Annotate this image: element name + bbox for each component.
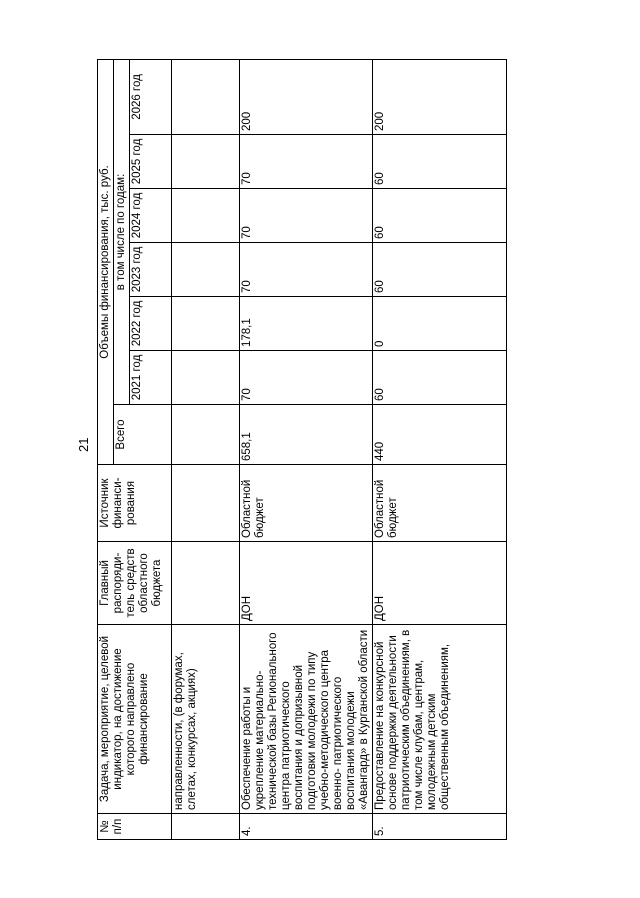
cell-year: 70 bbox=[240, 351, 373, 405]
header-manager: Главный распоряди-тель средств областного бюджета bbox=[98, 542, 172, 625]
cell-num: 5. bbox=[373, 814, 507, 840]
cell-year bbox=[172, 351, 240, 405]
cell-year: 70 bbox=[240, 243, 373, 297]
cell-source bbox=[172, 465, 240, 542]
cell-year: 60 bbox=[373, 243, 507, 297]
cell-task: направленности, (в форумах, слетах, конкурсах, акциях) bbox=[172, 625, 240, 814]
cell-year: 200 bbox=[240, 59, 373, 134]
cell-year bbox=[172, 189, 240, 243]
header-num: № п/п bbox=[98, 814, 172, 840]
cell-source: Областной бюджет bbox=[240, 465, 373, 542]
cell-year bbox=[172, 297, 240, 351]
cell-task: Предоставление на конкурсной основе поддержки деятельности патриотическим объединениям, в том числе клубам, центрам, молодежным детским общественным объединениям, bbox=[373, 625, 507, 814]
cell-year: 70 bbox=[240, 189, 373, 243]
cell-year bbox=[172, 59, 240, 134]
cell-year: 60 bbox=[373, 189, 507, 243]
header-source: Источник финанси-рования bbox=[98, 465, 172, 542]
header-year: 2024 год bbox=[130, 189, 172, 243]
cell-num bbox=[172, 814, 240, 840]
cell-manager bbox=[172, 542, 240, 625]
cell-total bbox=[172, 405, 240, 465]
header-volumes: Объемы финансирования, тыс. руб. bbox=[98, 59, 114, 464]
cell-year: 200 bbox=[373, 59, 507, 134]
table-row bbox=[240, 59, 373, 839]
header-year: 2025 год bbox=[130, 135, 172, 189]
page-number: 21 bbox=[76, 437, 91, 452]
header-year: 2022 год bbox=[130, 297, 172, 351]
header-year: 2026 год bbox=[130, 59, 172, 134]
cell-year: 178,1 bbox=[240, 297, 373, 351]
table-row bbox=[373, 59, 507, 839]
cell-year bbox=[172, 243, 240, 297]
cell-manager: ДОН bbox=[240, 542, 373, 625]
cell-year: 0 bbox=[373, 297, 507, 351]
header-by-years: в том числе по годам: bbox=[114, 59, 130, 404]
header-year: 2023 год bbox=[130, 243, 172, 297]
financing-table-sheet bbox=[97, 60, 597, 840]
header-total: Всего bbox=[114, 405, 172, 465]
header-task: Задача, мероприятие, целевой индикатор, на достижение которого направлено финансирование bbox=[98, 625, 172, 814]
header-year: 2021 год bbox=[130, 351, 172, 405]
cell-year: 70 bbox=[240, 135, 373, 189]
cell-total: 440 bbox=[373, 405, 507, 465]
table-row bbox=[172, 59, 240, 839]
financing-table bbox=[97, 59, 507, 840]
cell-task: Обеспечение работы и укрепление материально-технической базы Регионального центра патриотического воспитания и допризывной подготовки молодежи по типу учебно-методического центра военно- патриотического воспитания молодежи «Авангард» в Курганской области bbox=[240, 625, 373, 814]
cell-total: 658,1 bbox=[240, 405, 373, 465]
cell-year bbox=[172, 135, 240, 189]
cell-manager: ДОН bbox=[373, 542, 507, 625]
cell-year: 60 bbox=[373, 351, 507, 405]
cell-num: 4. bbox=[240, 814, 373, 840]
cell-source: Областной бюджет bbox=[373, 465, 507, 542]
cell-year: 60 bbox=[373, 135, 507, 189]
